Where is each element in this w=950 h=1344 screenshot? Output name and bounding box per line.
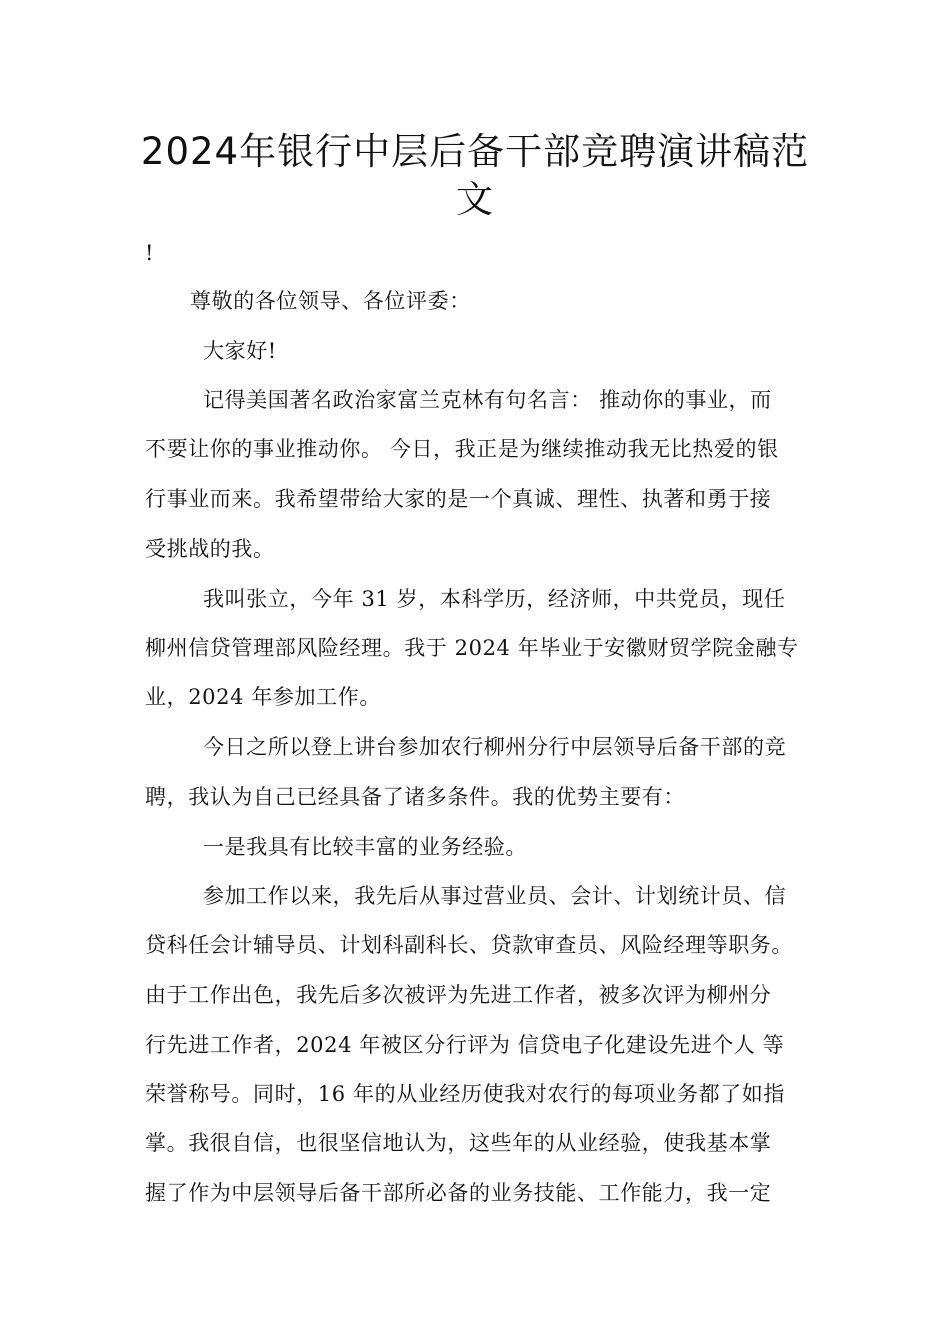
salutation: 尊敬的各位领导、各位评委： <box>190 289 471 313</box>
body-line: 聘，我认为自己已经具备了诸多条件。我的优势主要有： <box>145 785 685 809</box>
body-line: 我叫张立，今年 31 岁，本科学历，经济师，中共党员，现任 <box>203 587 786 611</box>
body-line: 握了作为中层领导后备干部所必备的业务技能、工作能力，我一定 <box>145 1181 772 1205</box>
body-line: 掌。我很自信，也很坚信地认为，这些年的从业经验，使我基本掌 <box>145 1131 772 1155</box>
body-line: 记得美国著名政治家富兰克林有句名言： 推动你的事业，而 <box>203 388 772 412</box>
greeting: 大家好! <box>203 339 277 363</box>
body-line: 行事业而来。我希望带给大家的是一个真诚、理性、执著和勇于接 <box>145 487 772 511</box>
body-line: 参加工作以来，我先后从事过营业员、会计、计划统计员、信 <box>203 884 787 908</box>
title-line-1: 2024年银行中层后备干部竞聘演讲稿范 <box>140 130 810 173</box>
body-line: 荣誉称号。同时，16 年的从业经历使我对农行的每项业务都了如指 <box>145 1082 785 1106</box>
body-line: 今日之所以登上讲台参加农行柳州分行中层领导后备干部的竞 <box>203 735 787 759</box>
body-line: 不要让你的事业推动你。 今日，我正是为继续推动我无比热爱的银 <box>145 437 779 461</box>
document-title <box>120 128 830 224</box>
body-line: 由于工作出色，我先后多次被评为先进工作者，被多次评为柳州分 <box>145 983 772 1007</box>
body-line: 贷科任会计辅导员、计划科副科长、贷款审查员、风险经理等职务。 <box>145 933 793 957</box>
body-line: 柳州信贷管理部风险经理。我于 2024 年毕业于安徽财贸学院金融专 <box>145 636 799 660</box>
body-line: 受挑战的我。 <box>145 537 275 561</box>
stray-mark: ! <box>145 241 155 265</box>
body-line: 业，2024 年参加工作。 <box>145 685 381 709</box>
body-line: 行先进工作者，2024 年被区分行评为 信贷电子化建设先进个人 等 <box>145 1033 785 1057</box>
section-heading: 一是我具有比较丰富的业务经验。 <box>203 835 527 859</box>
title-line-2: 文 <box>456 178 494 221</box>
